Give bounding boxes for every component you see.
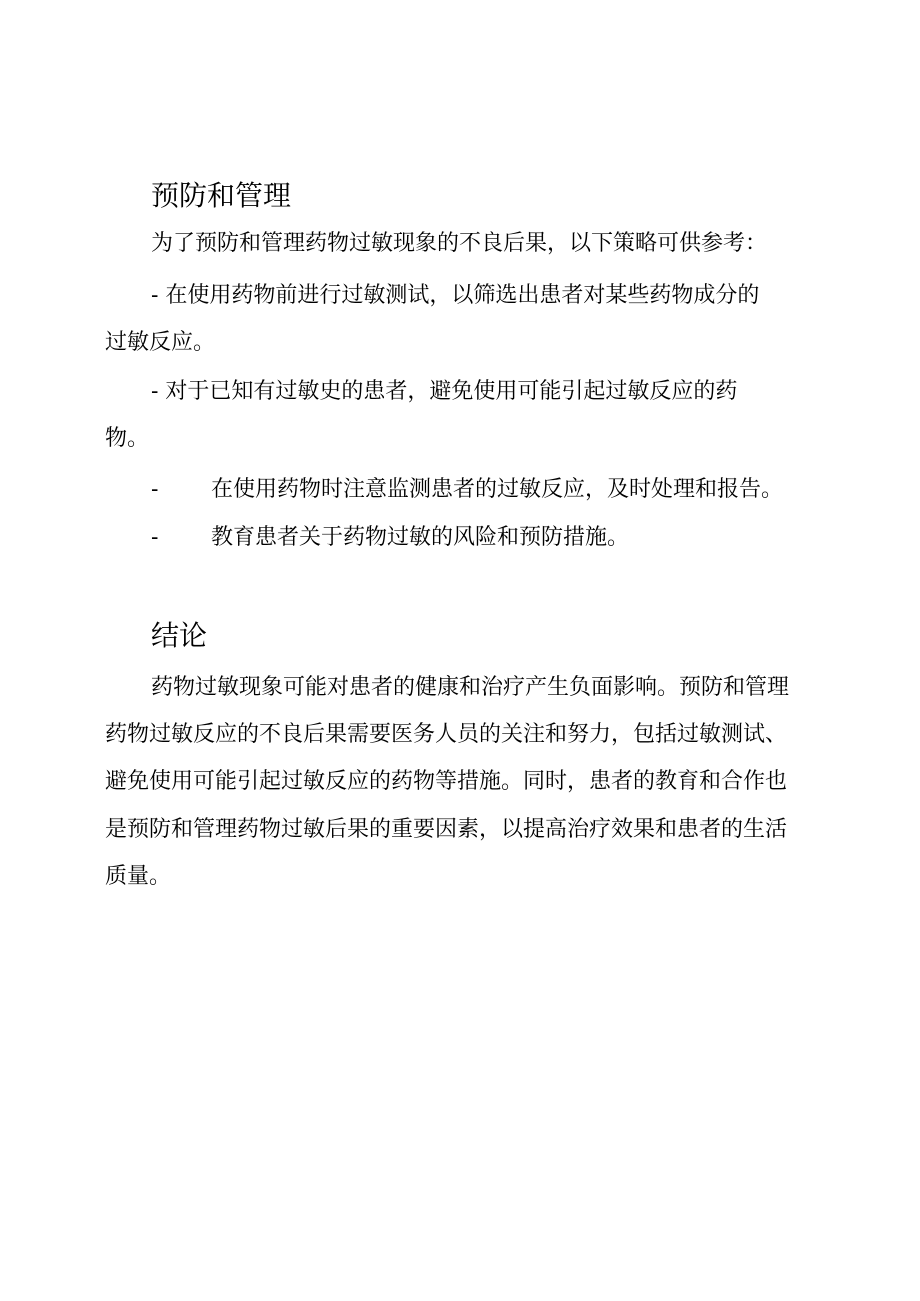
bullet-1-line-2: 过敏反应。 <box>105 330 216 355</box>
bullet-1-line-1: - 在使用药物前进行过敏测试，以筛选出患者对某些药物成分的 <box>151 283 760 308</box>
bullet-4-text: 教育患者关于药物过敏的风险和预防措施。 <box>211 525 630 550</box>
conclusion-line-3: 避免使用可能引起过敏反应的药物等措施。同时，患者的教育和合作也 <box>105 769 788 794</box>
conclusion-line-4: 是预防和管理药物过敏后果的重要因素，以提高治疗效果和患者的生活 <box>105 817 788 842</box>
conclusion-line-1: 药物过敏现象可能对患者的健康和治疗产生负面影响。预防和管理 <box>151 675 790 700</box>
section-heading-conclusion: 结论 <box>151 619 208 652</box>
conclusion-line-5: 质量。 <box>105 864 172 889</box>
bullet-2-line-2: 物。 <box>105 426 150 451</box>
conclusion-line-2: 药物过敏反应的不良后果需要医务人员的关注和努力，包括过敏测试、 <box>105 722 788 747</box>
bullet-3-text: 在使用药物时注意监测患者的过敏反应，及时处理和报告。 <box>211 477 784 502</box>
bullet-3-dash: - <box>151 477 159 502</box>
prevention-intro: 为了预防和管理药物过敏现象的不良后果，以下策略可供参考： <box>151 231 768 256</box>
bullet-2-line-1: - 对于已知有过敏史的患者，避免使用可能引起过敏反应的药 <box>151 379 738 404</box>
section-heading-prevention: 预防和管理 <box>151 179 292 212</box>
bullet-4-dash: - <box>151 525 159 550</box>
